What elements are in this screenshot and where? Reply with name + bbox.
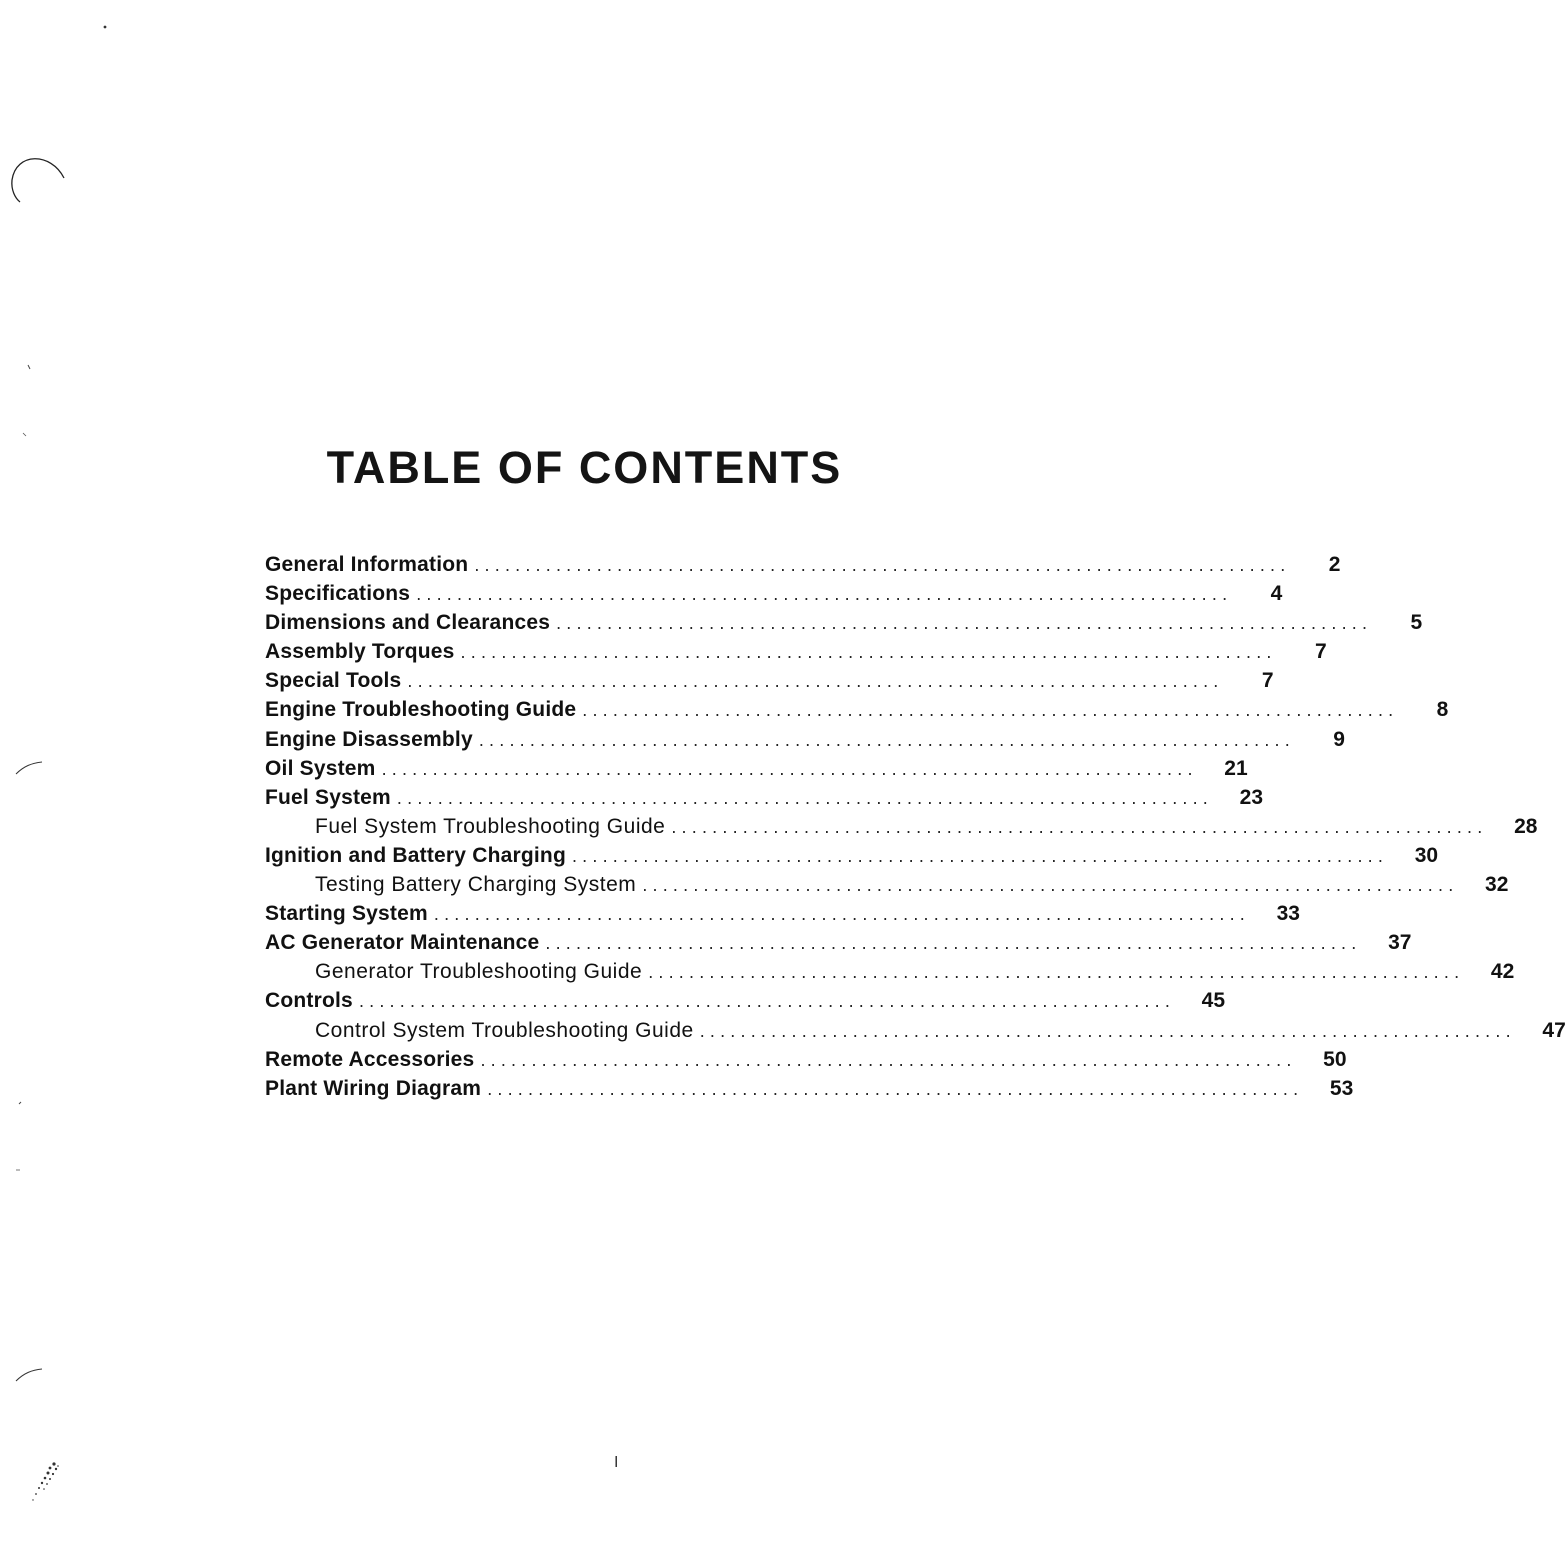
toc-entry-label: Specifications — [265, 582, 411, 606]
toc-entry-label: Engine Troubleshooting Guide — [265, 698, 577, 722]
toc-entry — [265, 783, 1263, 812]
toc-entry-label: Fuel System — [265, 785, 391, 809]
dot-leader: ................................................................................ — [480, 1049, 1297, 1070]
toc-entry — [265, 637, 1327, 666]
toc-entry-page-number: 42 — [1490, 960, 1515, 984]
dot-leader: ................................................................................ — [671, 816, 1488, 837]
toc-entry-label: Fuel System Troubleshooting Guide — [315, 814, 666, 838]
toc-entry-label: Testing Battery Charging System — [315, 873, 637, 897]
scan-dust-mark — [14, 1165, 24, 1175]
toc-entry-page-number: 32 — [1485, 873, 1509, 897]
dot-leader: ................................................................................ — [460, 642, 1277, 663]
toc-entry-page-number: 7 — [1314, 640, 1327, 664]
toc-entry — [265, 754, 1248, 783]
toc-entry — [265, 550, 1341, 579]
scan-dust-mark — [24, 363, 34, 373]
toc-entry — [265, 1074, 1354, 1103]
scan-dust-mark — [100, 22, 110, 32]
toc-entry — [265, 986, 1226, 1015]
dot-leader: ................................................................................ — [407, 671, 1224, 692]
dot-leader: ................................................................................ — [582, 700, 1399, 721]
dot-leader: ................................................................................ — [381, 758, 1198, 779]
toc-entry — [265, 666, 1274, 695]
toc-entry — [265, 608, 1423, 637]
binding-hole-mark — [6, 150, 66, 210]
toc-entry-page-number: 9 — [1333, 727, 1345, 751]
toc-entry-label: Assembly Torques — [265, 640, 455, 664]
page-number: I — [614, 1454, 619, 1471]
toc-entry-label: Control System Troubleshooting Guide — [315, 1018, 694, 1042]
dot-leader: ................................................................................ — [545, 933, 1362, 954]
toc-entry-page-number: 50 — [1323, 1047, 1347, 1071]
toc-entry-label: Controls — [265, 989, 353, 1013]
toc-entry-label: Special Tools — [265, 669, 402, 693]
toc-entry-label: Oil System — [265, 756, 376, 780]
toc-entry — [265, 928, 1412, 957]
dot-leader: ................................................................................ — [699, 1020, 1516, 1041]
dot-leader: ................................................................................ — [556, 613, 1373, 634]
toc-entry-page-number: 23 — [1239, 785, 1263, 809]
toc-entry — [265, 899, 1300, 928]
dot-leader: ................................................................................ — [478, 729, 1295, 750]
dot-leader: ................................................................................ — [433, 904, 1250, 925]
dot-leader: ................................................................................ — [474, 555, 1291, 575]
toc-entry-page-number: 7 — [1261, 669, 1274, 693]
toc-entry-label: Generator Troubleshooting Guide — [315, 960, 643, 984]
scan-speckle-mark — [28, 1458, 68, 1508]
dot-leader: ................................................................................ — [487, 1078, 1304, 1099]
toc-entry-label: AC Generator Maintenance — [265, 931, 540, 955]
toc-entry-label: Starting System — [265, 902, 428, 926]
toc-entry-page-number: 47 — [1542, 1018, 1566, 1042]
toc-entry-page-number: 37 — [1388, 931, 1412, 955]
dot-leader: ................................................................................ — [571, 845, 1389, 866]
toc-entry-label: Dimensions and Clearances — [265, 611, 551, 635]
toc-entry-label: Remote Accessories — [265, 1047, 475, 1071]
scan-dust-mark — [16, 1098, 26, 1108]
toc-subentry — [265, 1016, 1566, 1045]
toc-entry — [265, 695, 1449, 724]
toc-entry-label: Ignition and Battery Charging — [265, 843, 566, 867]
toc-entry-page-number: 4 — [1270, 582, 1283, 606]
toc-entry-page-number: 28 — [1514, 814, 1538, 838]
table-of-contents — [265, 550, 1566, 1103]
page-title: TABLE OF CONTENTS — [326, 442, 843, 493]
dot-leader: ................................................................................ — [648, 962, 1465, 983]
toc-entry-label: Engine Disassembly — [265, 727, 473, 751]
scan-edge-mark — [14, 1365, 44, 1385]
toc-entry-page-number: 2 — [1328, 553, 1341, 576]
dot-leader: ................................................................................ — [358, 991, 1176, 1012]
toc-subentry — [265, 957, 1515, 986]
toc-entry — [265, 841, 1439, 870]
toc-entry-page-number: 33 — [1276, 902, 1300, 926]
dot-leader: ................................................................................ — [396, 787, 1213, 808]
toc-entry-label: General Information — [265, 553, 469, 576]
toc-entry-page-number: 5 — [1410, 611, 1423, 635]
scan-dust-mark — [20, 430, 30, 440]
dot-leader: ................................................................................ — [416, 584, 1233, 605]
toc-entry — [265, 1045, 1347, 1074]
toc-entry-page-number: 8 — [1436, 698, 1449, 722]
toc-entry-page-number: 45 — [1201, 989, 1226, 1013]
toc-entry — [265, 725, 1345, 754]
toc-entry — [265, 579, 1283, 608]
toc-entry-page-number: 21 — [1224, 756, 1248, 780]
scan-edge-mark — [14, 758, 44, 778]
toc-entry-page-number: 53 — [1329, 1076, 1354, 1100]
dot-leader: ................................................................................ — [642, 875, 1459, 896]
toc-entry-label: Plant Wiring Diagram — [265, 1076, 482, 1100]
toc-subentry — [265, 812, 1538, 841]
toc-entry-page-number: 30 — [1414, 843, 1439, 867]
toc-subentry — [265, 870, 1509, 899]
